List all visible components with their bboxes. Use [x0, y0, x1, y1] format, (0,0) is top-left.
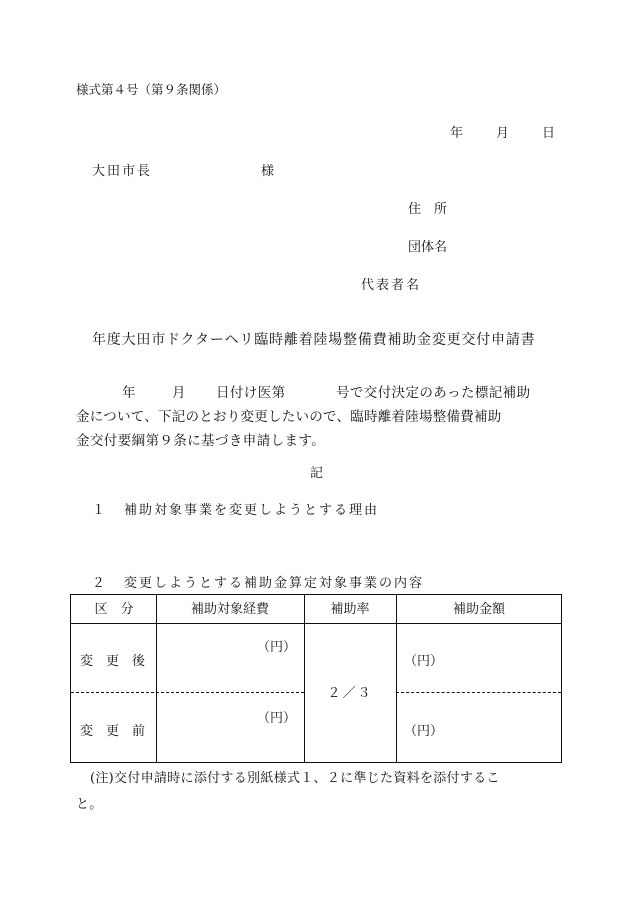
header-rate: 補助率: [330, 602, 370, 617]
row-after-label: 変 更 後: [80, 654, 146, 669]
form-number: 様式第４号（第９条関係）: [76, 82, 227, 97]
row-before-label: 変 更 前: [80, 724, 146, 739]
body-line-2: 金について、下記のとおり変更したいので、臨時離着陸場整備費補助: [76, 409, 502, 425]
header-category: 区 分: [94, 602, 134, 617]
date-year-label: 年: [450, 126, 464, 141]
ki-heading: 記: [310, 466, 324, 481]
representative-label: 代表者名: [361, 278, 422, 293]
body-year: 年: [122, 385, 136, 401]
subsidy-table: [70, 594, 562, 763]
addressee-honorific: 様: [261, 164, 275, 179]
date-month-label: 月: [496, 126, 510, 141]
table-vline-2: [304, 595, 305, 762]
table-header-divider: [71, 623, 561, 624]
table-row-divider-right: [396, 692, 561, 693]
row-before-amount-unit: （円）: [404, 724, 444, 739]
section-1-number: １: [92, 503, 106, 518]
section-2-number: ２: [92, 576, 106, 591]
table-vline-3: [396, 595, 397, 762]
footnote-line-2: と。: [76, 797, 103, 812]
row-before-expense-unit: （円）: [257, 711, 297, 726]
header-amount: 補助金額: [452, 602, 506, 617]
document-title: 年度大田市ドクターヘリ臨時離着陸場整備費補助金変更交付申請書: [92, 332, 536, 348]
organization-label: 団体名: [408, 240, 448, 255]
body-month: 月: [172, 385, 186, 401]
addressee-name: 大田市長: [92, 164, 153, 179]
date-day-label: 日: [542, 126, 556, 141]
address-label: 住 所: [408, 202, 448, 217]
body-line-3: 金交付要綱第９条に基づき申請します。: [76, 433, 326, 449]
footnote: [76, 766, 560, 818]
body-day-clause: 日付け医第: [216, 385, 286, 401]
table-row-divider-left: [71, 692, 304, 693]
row-after-amount-unit: （円）: [404, 654, 444, 669]
rate-value: ２／３: [327, 686, 373, 701]
table-vline-1: [156, 595, 157, 762]
row-after-expense-unit: （円）: [257, 640, 297, 655]
footnote-line-1: (注)交付申請時に添付する別紙様式１、２に準じた資料を添付するこ: [90, 771, 500, 786]
section-2-label: 変更しようとする補助金算定対象事業の内容: [124, 576, 425, 591]
section-1-label: 補助対象事業を変更しようとする理由: [124, 503, 380, 518]
header-expense: 補助対象経費: [190, 602, 270, 617]
body-issue-clause: 号で交付決定のあった標記補助: [336, 385, 531, 401]
